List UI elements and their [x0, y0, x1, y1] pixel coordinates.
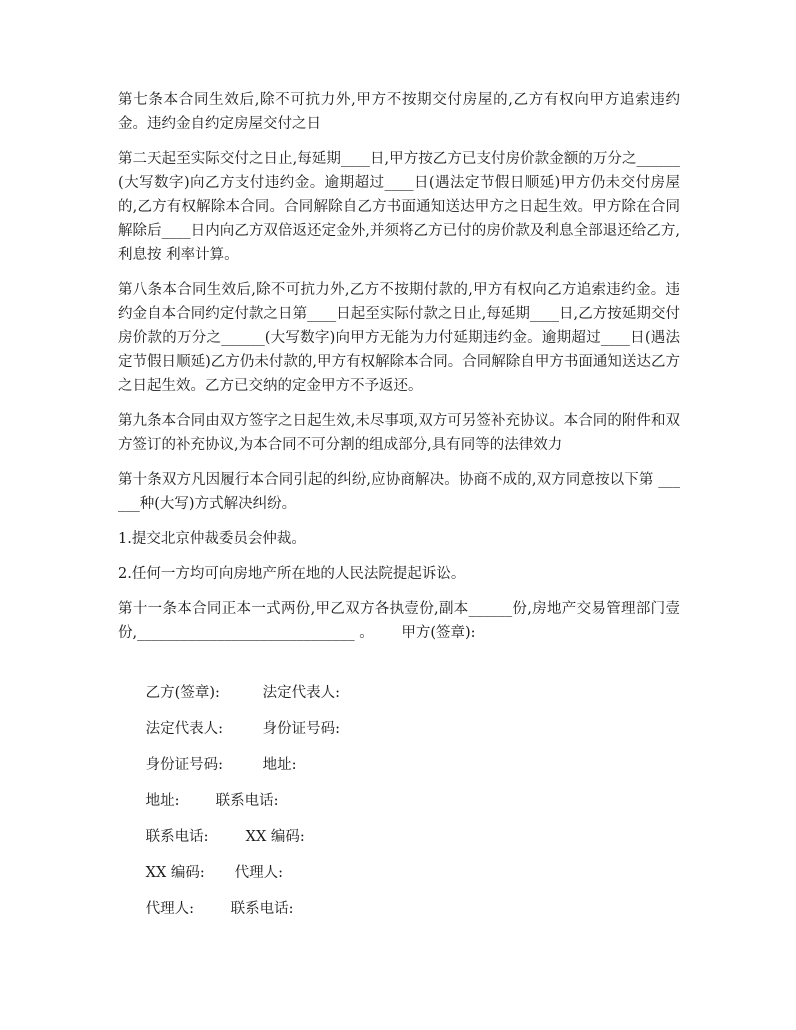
- signature-label: 代理人:: [234, 865, 284, 881]
- signature-label: XX 编码:: [145, 865, 205, 881]
- signature-label: 联系电话:: [215, 793, 279, 809]
- clause-10-paragraph: 第十条双方凡因履行本合同引起的纠纷,应协商解决。协商不成的,双方同意按以下第 ______种(大写)方式解决纠纷。: [118, 472, 680, 512]
- signature-label: 身份证号码:: [262, 721, 341, 737]
- signature-label: XX 编码:: [245, 829, 305, 845]
- signature-label: 联系电话:: [145, 829, 209, 845]
- signature-label: 联系电话:: [230, 901, 294, 917]
- clause-7-paragraph: 第七条本合同生效后,除不可抗力外,甲方不按期交付房屋的,乙方有权向甲方追索违约金。违约金自约定房屋交付之日: [118, 92, 680, 132]
- clause-8-paragraph: 第八条本合同生效后,除不可抗力外,乙方不按期付款的,甲方有权向乙方追索违约金。违约金自本合同约定付款之日第____日起至实际付款之日止,每延期____日,乙方按延期交付房价款的万分之______(大写数字)向甲方无能为力付延期违约金。逾期超过____日(遇法定节假日顺延)乙方仍未付款的,甲方有权解除本合同。合同解除自甲方书面通知送达乙方之日起生效。乙方已交纳的定金甲方不予返还。: [118, 282, 680, 394]
- dispute-option-2: 2.任何一方均可向房地产所在地的人民法院提起诉讼。: [118, 566, 466, 582]
- signature-label: 法定代表人:: [262, 685, 341, 701]
- clause-9-paragraph: 第九条本合同由双方签字之日起生效,未尽事项,双方可另签补充协议。本合同的附件和双方签订的补充协议,为本合同不可分割的组成部分,具有同等的法律效力: [118, 413, 680, 453]
- signature-label: 地址:: [145, 793, 180, 809]
- signature-block: [118, 657, 680, 917]
- signature-label: 身份证号码:: [145, 757, 224, 773]
- signature-label: 法定代表人:: [145, 721, 224, 737]
- dispute-option-1: 1.提交北京仲裁委员会仲裁。: [118, 531, 306, 547]
- signature-label: 地址:: [262, 757, 297, 773]
- clause-11-paragraph: 第十一条本合同正本一式两份,甲乙双方各执壹份,副本______份,房地产交易管理部门壹份,______________________________ 。 甲方(签章):: [118, 601, 680, 641]
- signature-label: 代理人:: [145, 901, 195, 917]
- clause-7-continued-paragraph: 第二天起至实际交付之日止,每延期____日,甲方按乙方已支付房价款金额的万分之______(大写数字)向乙方支付违约金。逾期超过____日(遇法定节假日顺延)甲方仍未交付房屋的,乙方有权解除本合同。合同解除自乙方书面通知送达甲方之日起生效。甲方除在合同解除后____日内向乙方双倍返还定金外,并须将乙方已付的房价款及利息全部退还给乙方,利息按 利率计算。: [118, 151, 680, 263]
- contract-page: [118, 88, 680, 917]
- signature-label: 乙方(签章):: [145, 685, 220, 701]
- signature-row: [118, 657, 680, 701]
